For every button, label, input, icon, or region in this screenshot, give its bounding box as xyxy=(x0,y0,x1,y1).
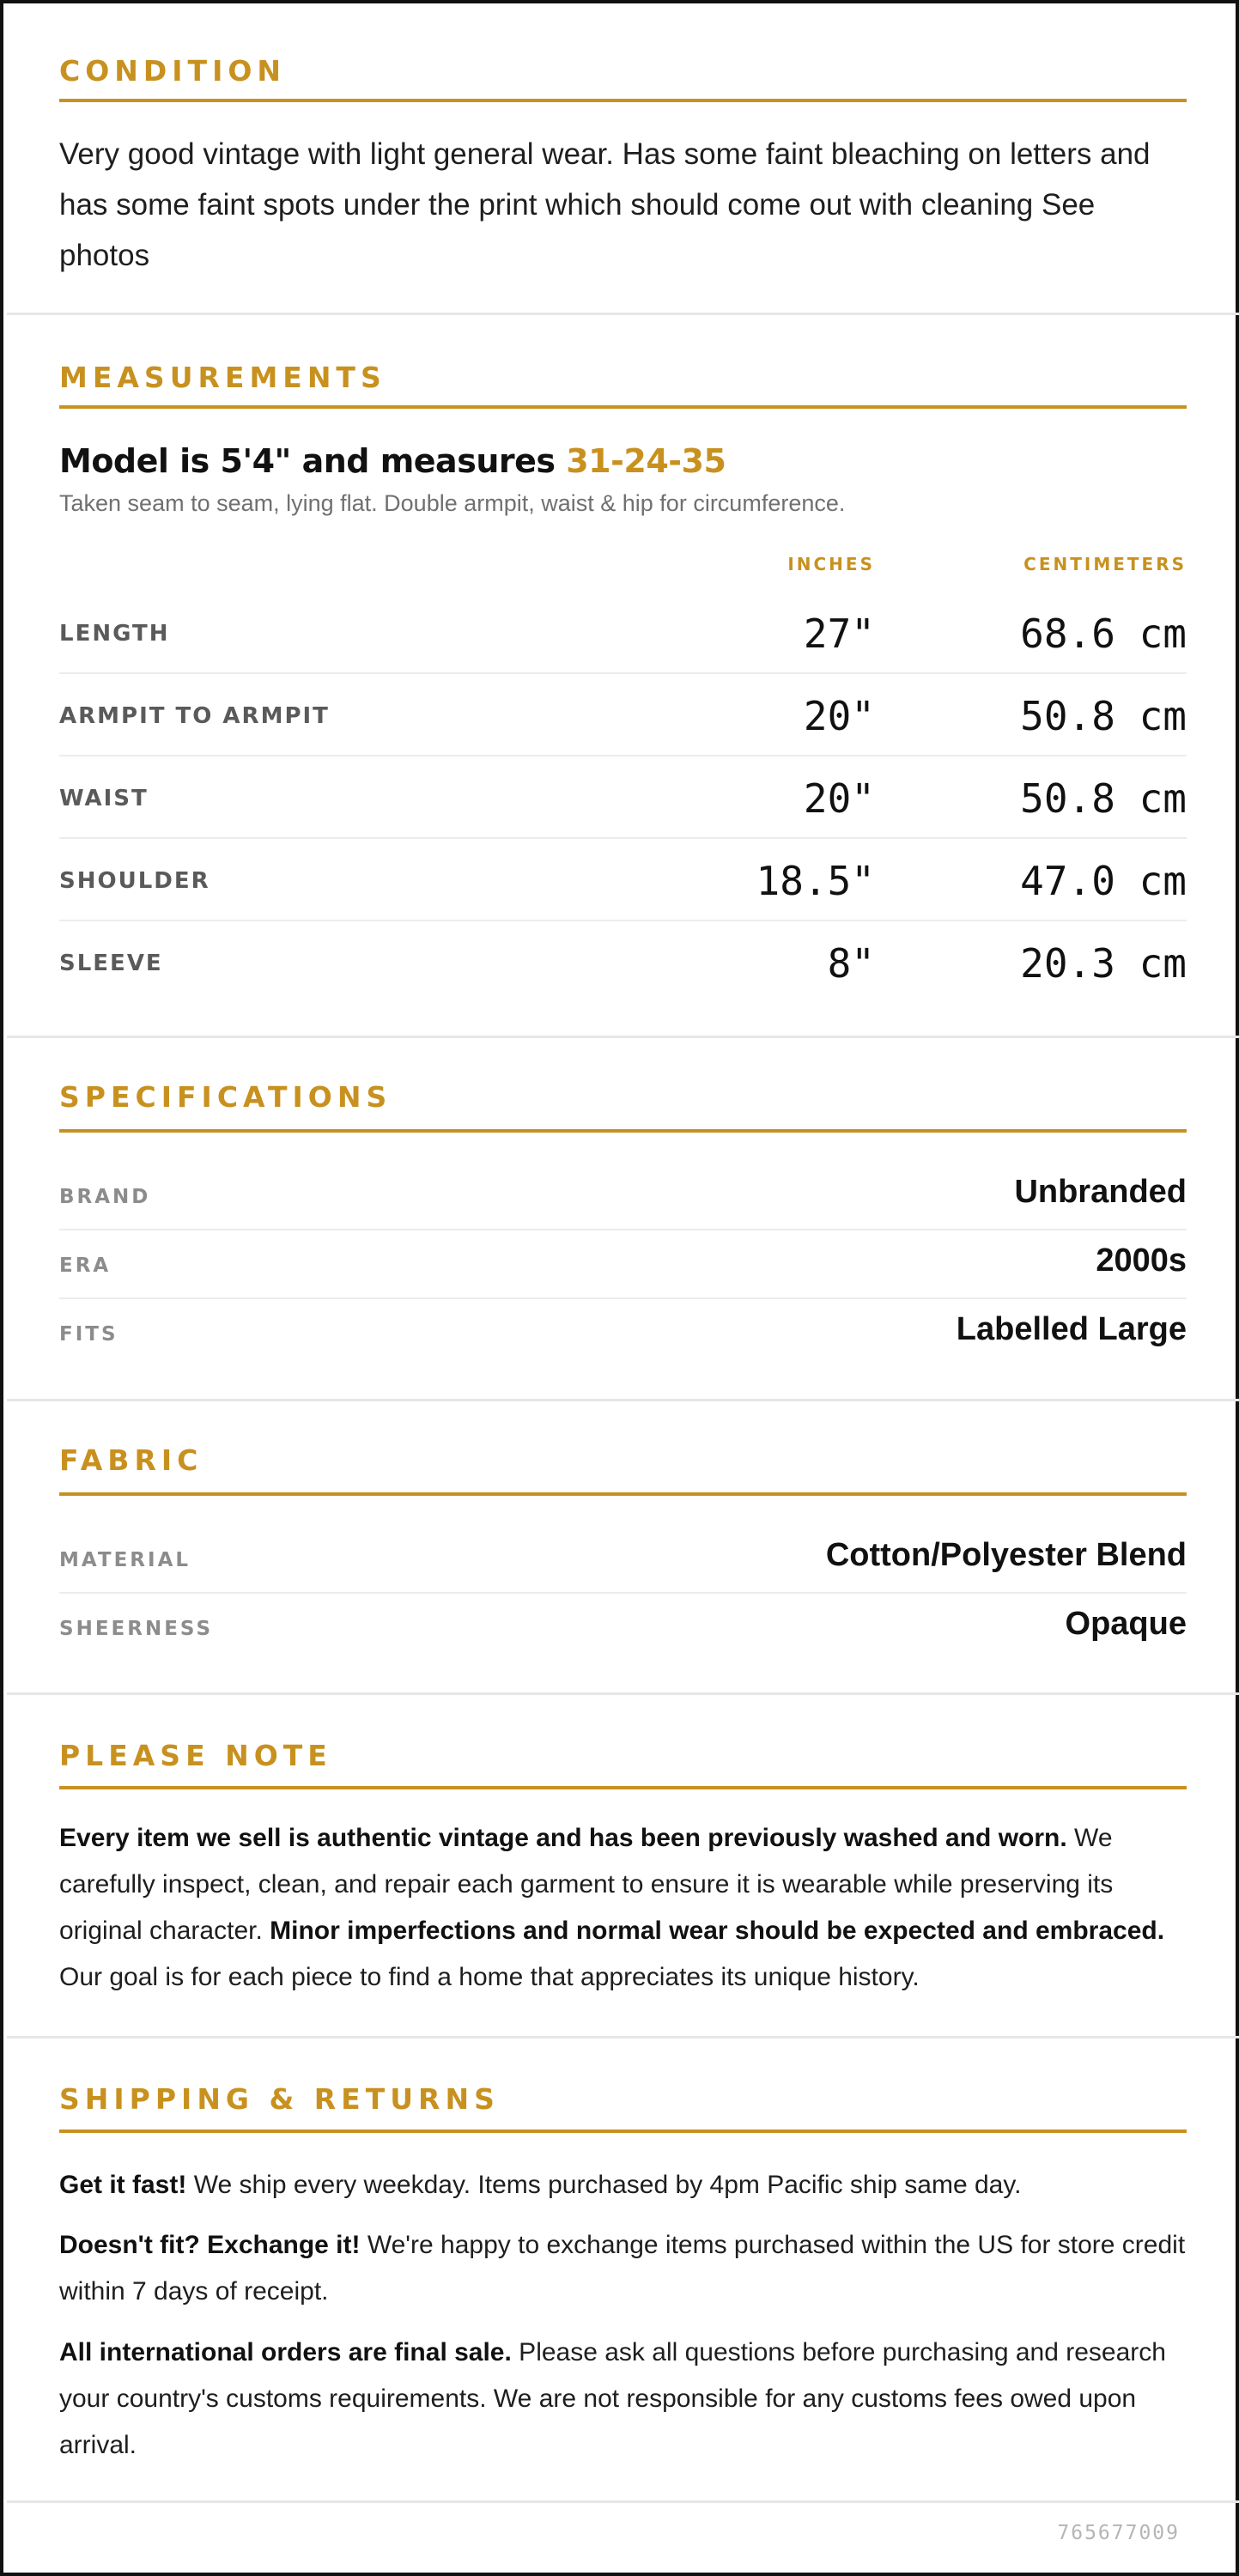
please-note-heading: PLEASE NOTE xyxy=(59,1739,332,1772)
condition-rule xyxy=(59,99,1187,102)
measurement-inches: 20" xyxy=(803,775,875,822)
fabric-section xyxy=(7,1401,1239,1695)
model-prefix: Model is 5'4" and measures xyxy=(59,442,567,480)
please-note-text-1: We carefully inspect, clean, and repair each garment to ensure it is wearable while preserving its original character. xyxy=(59,1824,1114,1945)
measurement-inches: 18.5" xyxy=(756,858,875,904)
measurement-row xyxy=(59,592,1187,674)
measurement-cm: 68.6 cm xyxy=(1020,611,1187,657)
measurement-cm: 50.8 cm xyxy=(1020,775,1187,822)
measurement-cm: 50.8 cm xyxy=(1020,693,1187,739)
measurement-inches: 8" xyxy=(827,940,875,987)
spec-label: FITS xyxy=(59,1323,118,1346)
spec-value: Unbranded xyxy=(1014,1174,1187,1210)
condition-heading: CONDITION xyxy=(59,54,287,88)
measurement-label: SHOULDER xyxy=(59,868,210,894)
measurement-inches: 20" xyxy=(803,693,875,739)
fabric-row-sheerness xyxy=(59,1594,1187,1662)
fabric-label: SHEERNESS xyxy=(59,1618,214,1640)
spec-label: BRAND xyxy=(59,1186,151,1208)
shipping-bold-2: Doesn't fit? Exchange it! xyxy=(59,2231,361,2259)
centimeters-column-header: CENTIMETERS xyxy=(1023,554,1187,574)
spec-row-fits xyxy=(59,1299,1187,1368)
model-measurements xyxy=(59,442,726,480)
measurement-cm: 20.3 cm xyxy=(1020,940,1187,987)
measurement-row xyxy=(59,839,1187,921)
shipping-bold-1: Get it fast! xyxy=(59,2171,187,2199)
shipping-text-3: Please ask all questions before purchasing and research your country's customs requirements. We are not responsible for any customs fees owed upon arrival. xyxy=(59,2338,1166,2459)
condition-section xyxy=(7,7,1239,315)
spec-value: Labelled Large xyxy=(956,1311,1187,1347)
specifications-heading: SPECIFICATIONS xyxy=(59,1080,392,1114)
shipping-bold-3: All international orders are final sale. xyxy=(59,2338,512,2366)
fabric-rule xyxy=(59,1492,1187,1496)
specifications-rule xyxy=(59,1129,1187,1133)
shipping-paragraph-2 xyxy=(59,2222,1187,2315)
measurement-label: SLEEVE xyxy=(59,951,163,976)
spec-row-brand xyxy=(59,1162,1187,1230)
please-note-text-2: Our goal is for each piece to find a home that appreciates its unique history. xyxy=(59,1963,920,1991)
spec-row-era xyxy=(59,1230,1187,1299)
shipping-paragraph-3 xyxy=(59,2330,1187,2469)
fabric-heading: FABRIC xyxy=(59,1443,203,1477)
product-sku: 765677009 xyxy=(1057,2522,1180,2544)
measurement-cm: 47.0 cm xyxy=(1020,858,1187,904)
shipping-text-2: We're happy to exchange items purchased within the US for store credit within 7 days of receipt. xyxy=(59,2231,1186,2306)
shipping-heading: SHIPPING & RETURNS xyxy=(59,2082,500,2116)
condition-text: Very good vintage with light general wear. Has some faint bleaching on letters and has some faint spots under the print which should come out with cleaning See photos xyxy=(59,137,1151,272)
fabric-value: Opaque xyxy=(1065,1606,1187,1642)
model-measures-value: 31-24-35 xyxy=(566,442,726,480)
shipping-paragraph-1 xyxy=(59,2162,1187,2208)
measurement-note: Taken seam to seam, lying flat. Double armpit, waist & hip for circumference. xyxy=(59,490,846,516)
please-note-rule xyxy=(59,1786,1187,1789)
please-note-bold-1: Every item we sell is authentic vintage and has been previously washed and worn. xyxy=(59,1824,1067,1852)
measurements-heading: MEASUREMENTS xyxy=(59,361,386,394)
measurements-section xyxy=(7,315,1239,1038)
shipping-rule xyxy=(59,2129,1187,2133)
measurement-label: ARMPIT TO ARMPIT xyxy=(59,703,330,729)
measurement-row xyxy=(59,756,1187,839)
shipping-text-1: We ship every weekday. Items purchased by 4pm Pacific ship same day. xyxy=(186,2171,1022,2199)
fabric-label: MATERIAL xyxy=(59,1549,191,1571)
spec-value: 2000s xyxy=(1096,1242,1187,1279)
measurements-rule xyxy=(59,405,1187,409)
fabric-row-material xyxy=(59,1525,1187,1594)
measurement-row xyxy=(59,674,1187,756)
specifications-section xyxy=(7,1038,1239,1401)
shipping-section xyxy=(7,2038,1239,2503)
measurement-row xyxy=(59,921,1187,1004)
fabric-value: Cotton/Polyester Blend xyxy=(825,1537,1187,1573)
measurement-label: WAIST xyxy=(59,786,149,811)
inches-column-header: INCHES xyxy=(787,554,875,574)
measurement-label: LENGTH xyxy=(59,621,170,647)
spec-label: ERA xyxy=(59,1255,112,1277)
please-note-section xyxy=(7,1695,1239,2038)
measurement-inches: 27" xyxy=(803,611,875,657)
please-note-bold-2: Minor imperfections and normal wear should be expected and embraced. xyxy=(270,1917,1165,1945)
please-note-text xyxy=(59,1815,1187,2001)
